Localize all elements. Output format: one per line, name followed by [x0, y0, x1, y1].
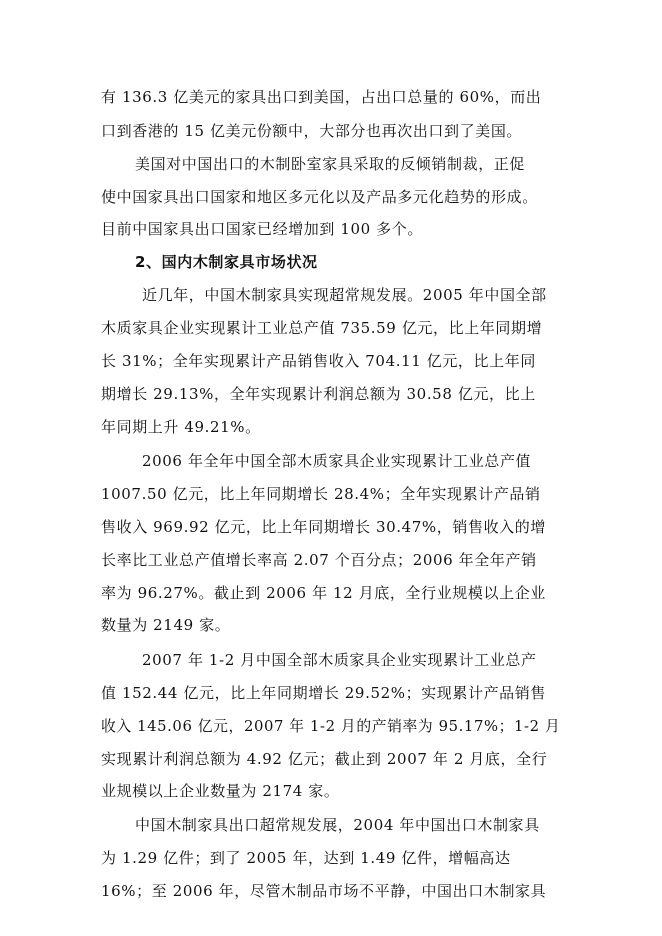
text-line: 2006 年全年中国全部木质家具企业实现累计工业总产值 — [142, 452, 532, 470]
text-line: 目前中国家具出口国家已经增加到 100 多个。 — [101, 220, 423, 238]
text-line: 收入 145.06 亿元，2007 年 1-2 月的产销率为 95.17%；1-2 月 — [101, 717, 561, 735]
text-line: 美国对中国出口的木制卧室家具采取的反倾销制裁，正促 — [135, 155, 526, 173]
text-line: 1007.50 亿元，比上年同期增长 28.4%；全年实现累计产品销 — [101, 485, 541, 503]
text-line: 期增长 29.13%，全年实现累计利润总额为 30.58 亿元，比上 — [101, 385, 536, 403]
text-line: 有 136.3 亿美元的家具出口到美国，占出口总量的 60%，而出 — [101, 88, 542, 106]
text-line: 长 31%；全年实现累计产品销售收入 704.11 亿元，比上年同 — [101, 352, 536, 370]
text-line: 2007 年 1-2 月中国全部木质家具企业实现累计工业总产 — [142, 651, 537, 669]
text-line: 木质家具企业实现累计工业总产值 735.59 亿元，比上年同期增 — [101, 319, 543, 337]
text-line: 16%；至 2006 年，尽管木制品市场不平静，中国出口木制家具 — [101, 882, 547, 900]
text-line: 为 1.29 亿件；到了 2005 年，达到 1.49 亿件，增幅高达 — [101, 849, 511, 867]
text-line: 数量为 2149 家。 — [101, 616, 231, 634]
text-line: 近几年，中国木制家具实现超常规发展。2005 年中国全部 — [142, 286, 547, 304]
text-line: 售收入 969.92 亿元，比上年同期增长 30.47%，销售收入的增 — [101, 518, 546, 536]
text-line: 使中国家具出口国家和地区多元化以及产品多元化趋势的形成。 — [101, 188, 538, 206]
text-line: 口到香港的 15 亿美元份额中，大部分也再次出口到了美国。 — [101, 122, 523, 140]
section-heading: 2、国内木制家具市场状况 — [135, 253, 318, 271]
text-line: 年同期上升 49.21%。 — [101, 418, 261, 436]
text-line: 率为 96.27%。截止到 2006 年 12 月底，全行业规模以上企业 — [101, 584, 546, 602]
text-line: 实现累计利润总额为 4.92 亿元；截止到 2007 年 2 月底，全行 — [101, 750, 548, 768]
text-line: 业规模以上企业数量为 2174 家。 — [101, 782, 340, 800]
text-line: 长率比工业总产值增长率高 2.07 个百分点；2006 年全年产销 — [101, 551, 537, 569]
text-line: 中国木制家具出口超常规发展，2004 年中国出口木制家具 — [135, 816, 540, 834]
text-line: 值 152.44 亿元，比上年同期增长 29.52%；实现累计产品销售 — [101, 684, 546, 702]
